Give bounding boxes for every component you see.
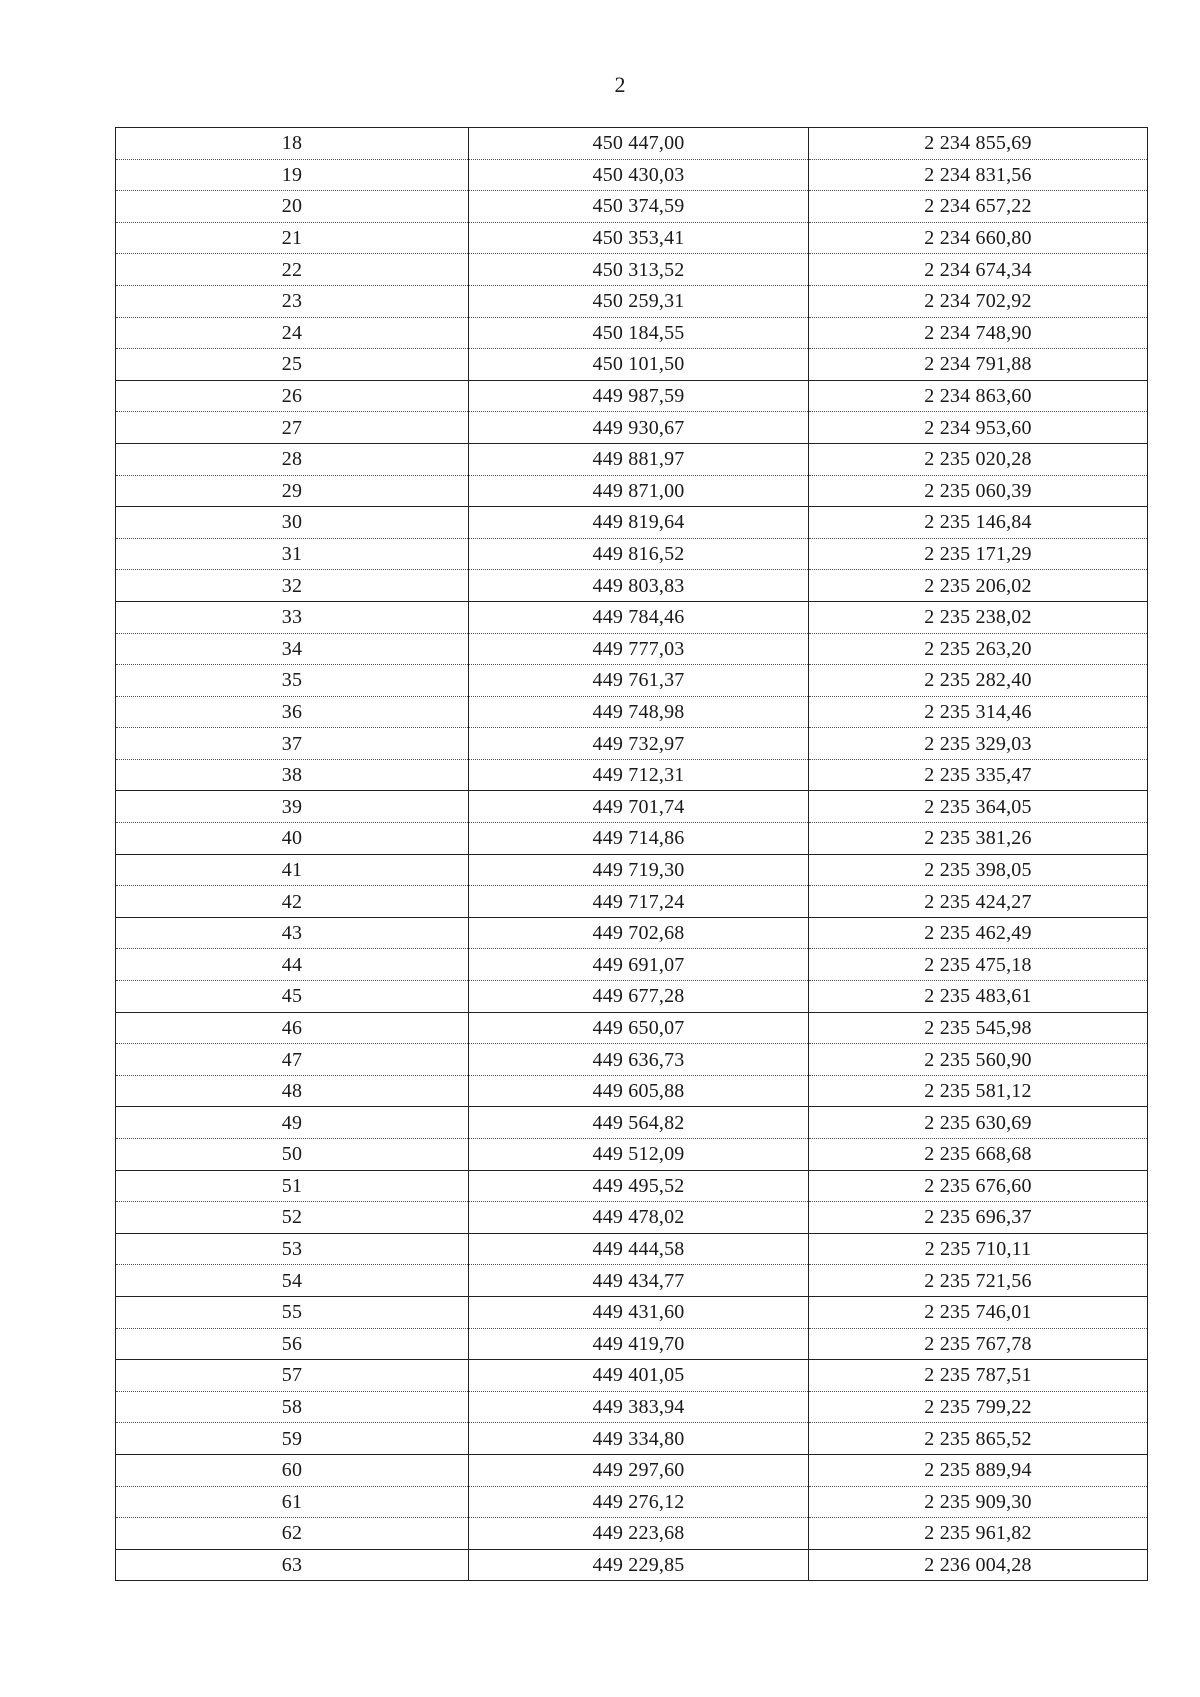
- y-coordinate-cell: 2 235 146,84: [809, 507, 1148, 539]
- point-number-cell: 37: [116, 728, 469, 760]
- table-row: [116, 791, 1148, 823]
- x-coordinate-cell: 449 383,94: [469, 1391, 809, 1423]
- x-coordinate-cell: 449 816,52: [469, 538, 809, 570]
- point-number-cell: 30: [116, 507, 469, 539]
- y-coordinate-cell: 2 235 799,22: [809, 1391, 1148, 1423]
- table-row: [116, 949, 1148, 981]
- table-row: [116, 728, 1148, 760]
- y-coordinate-cell: 2 234 674,34: [809, 254, 1148, 286]
- x-coordinate-cell: 449 229,85: [469, 1549, 809, 1581]
- x-coordinate-cell: 449 784,46: [469, 601, 809, 633]
- x-coordinate-cell: 449 297,60: [469, 1454, 809, 1486]
- table-row: [116, 1391, 1148, 1423]
- point-number-cell: 33: [116, 601, 469, 633]
- table-row: [116, 1486, 1148, 1518]
- coordinates-table-body: [116, 128, 1148, 1581]
- point-number-cell: 55: [116, 1296, 469, 1328]
- table-row: [116, 443, 1148, 475]
- point-number-cell: 45: [116, 981, 469, 1013]
- y-coordinate-cell: 2 235 721,56: [809, 1265, 1148, 1297]
- table-row: [116, 981, 1148, 1013]
- table-row: [116, 349, 1148, 381]
- point-number-cell: 42: [116, 886, 469, 918]
- point-number-cell: 38: [116, 759, 469, 791]
- point-number-cell: 34: [116, 633, 469, 665]
- table-row: [116, 1296, 1148, 1328]
- point-number-cell: 47: [116, 1044, 469, 1076]
- y-coordinate-cell: 2 235 238,02: [809, 601, 1148, 633]
- point-number-cell: 41: [116, 854, 469, 886]
- table-row: [116, 823, 1148, 855]
- x-coordinate-cell: 449 701,74: [469, 791, 809, 823]
- y-coordinate-cell: 2 235 545,98: [809, 1012, 1148, 1044]
- table-row: [116, 1328, 1148, 1360]
- point-number-cell: 21: [116, 222, 469, 254]
- point-number-cell: 39: [116, 791, 469, 823]
- table-row: [116, 601, 1148, 633]
- x-coordinate-cell: 450 430,03: [469, 159, 809, 191]
- y-coordinate-cell: 2 235 206,02: [809, 570, 1148, 602]
- x-coordinate-cell: 449 930,67: [469, 412, 809, 444]
- y-coordinate-cell: 2 234 863,60: [809, 380, 1148, 412]
- table-row: [116, 507, 1148, 539]
- x-coordinate-cell: 449 636,73: [469, 1044, 809, 1076]
- table-row: [116, 1233, 1148, 1265]
- y-coordinate-cell: 2 235 060,39: [809, 475, 1148, 507]
- point-number-cell: 62: [116, 1518, 469, 1550]
- y-coordinate-cell: 2 235 630,69: [809, 1107, 1148, 1139]
- y-coordinate-cell: 2 235 889,94: [809, 1454, 1148, 1486]
- y-coordinate-cell: 2 234 660,80: [809, 222, 1148, 254]
- x-coordinate-cell: 449 334,80: [469, 1423, 809, 1455]
- point-number-cell: 28: [116, 443, 469, 475]
- x-coordinate-cell: 449 702,68: [469, 917, 809, 949]
- x-coordinate-cell: 449 819,64: [469, 507, 809, 539]
- point-number-cell: 27: [116, 412, 469, 444]
- table-row: [116, 191, 1148, 223]
- y-coordinate-cell: 2 235 424,27: [809, 886, 1148, 918]
- table-row: [116, 854, 1148, 886]
- point-number-cell: 25: [116, 349, 469, 381]
- x-coordinate-cell: 449 276,12: [469, 1486, 809, 1518]
- y-coordinate-cell: 2 235 767,78: [809, 1328, 1148, 1360]
- point-number-cell: 23: [116, 285, 469, 317]
- x-coordinate-cell: 450 353,41: [469, 222, 809, 254]
- table-row: [116, 380, 1148, 412]
- y-coordinate-cell: 2 235 263,20: [809, 633, 1148, 665]
- point-number-cell: 20: [116, 191, 469, 223]
- y-coordinate-cell: 2 235 581,12: [809, 1075, 1148, 1107]
- x-coordinate-cell: 449 478,02: [469, 1202, 809, 1234]
- y-coordinate-cell: 2 235 483,61: [809, 981, 1148, 1013]
- x-coordinate-cell: 449 761,37: [469, 665, 809, 697]
- table-row: [116, 317, 1148, 349]
- page-number: 2: [614, 72, 626, 97]
- table-row: [116, 570, 1148, 602]
- y-coordinate-cell: 2 235 787,51: [809, 1360, 1148, 1392]
- point-number-cell: 51: [116, 1170, 469, 1202]
- point-number-cell: 32: [116, 570, 469, 602]
- y-coordinate-cell: 2 235 282,40: [809, 665, 1148, 697]
- table-row: [116, 1202, 1148, 1234]
- point-number-cell: 52: [116, 1202, 469, 1234]
- x-coordinate-cell: 449 419,70: [469, 1328, 809, 1360]
- x-coordinate-cell: 450 101,50: [469, 349, 809, 381]
- table-row: [116, 538, 1148, 570]
- point-number-cell: 22: [116, 254, 469, 286]
- y-coordinate-cell: 2 235 329,03: [809, 728, 1148, 760]
- y-coordinate-cell: 2 235 710,11: [809, 1233, 1148, 1265]
- point-number-cell: 44: [116, 949, 469, 981]
- y-coordinate-cell: 2 235 020,28: [809, 443, 1148, 475]
- table-row: [116, 254, 1148, 286]
- table-row: [116, 1044, 1148, 1076]
- point-number-cell: 50: [116, 1139, 469, 1171]
- x-coordinate-cell: 449 871,00: [469, 475, 809, 507]
- point-number-cell: 53: [116, 1233, 469, 1265]
- table-row: [116, 1360, 1148, 1392]
- x-coordinate-cell: 449 677,28: [469, 981, 809, 1013]
- point-number-cell: 43: [116, 917, 469, 949]
- point-number-cell: 26: [116, 380, 469, 412]
- table-row: [116, 1012, 1148, 1044]
- table-row: [116, 1454, 1148, 1486]
- table-row: [116, 633, 1148, 665]
- x-coordinate-cell: 449 495,52: [469, 1170, 809, 1202]
- point-number-cell: 59: [116, 1423, 469, 1455]
- y-coordinate-cell: 2 235 961,82: [809, 1518, 1148, 1550]
- x-coordinate-cell: 449 605,88: [469, 1075, 809, 1107]
- table-row: [116, 1265, 1148, 1297]
- y-coordinate-cell: 2 235 475,18: [809, 949, 1148, 981]
- x-coordinate-cell: 449 987,59: [469, 380, 809, 412]
- y-coordinate-cell: 2 235 335,47: [809, 759, 1148, 791]
- y-coordinate-cell: 2 234 855,69: [809, 128, 1148, 160]
- y-coordinate-cell: 2 234 748,90: [809, 317, 1148, 349]
- y-coordinate-cell: 2 235 909,30: [809, 1486, 1148, 1518]
- table-row: [116, 696, 1148, 728]
- table-row: [116, 1139, 1148, 1171]
- point-number-cell: 49: [116, 1107, 469, 1139]
- x-coordinate-cell: 450 374,59: [469, 191, 809, 223]
- x-coordinate-cell: 449 691,07: [469, 949, 809, 981]
- x-coordinate-cell: 449 434,77: [469, 1265, 809, 1297]
- x-coordinate-cell: 449 712,31: [469, 759, 809, 791]
- x-coordinate-cell: 449 717,24: [469, 886, 809, 918]
- table-row: [116, 1107, 1148, 1139]
- y-coordinate-cell: 2 234 702,92: [809, 285, 1148, 317]
- point-number-cell: 35: [116, 665, 469, 697]
- y-coordinate-cell: 2 234 657,22: [809, 191, 1148, 223]
- table-row: [116, 1549, 1148, 1581]
- y-coordinate-cell: 2 235 746,01: [809, 1296, 1148, 1328]
- y-coordinate-cell: 2 235 865,52: [809, 1423, 1148, 1455]
- table-row: [116, 128, 1148, 160]
- x-coordinate-cell: 449 223,68: [469, 1518, 809, 1550]
- x-coordinate-cell: 449 714,86: [469, 823, 809, 855]
- x-coordinate-cell: 449 719,30: [469, 854, 809, 886]
- point-number-cell: 24: [116, 317, 469, 349]
- coordinates-table: [115, 127, 1148, 1581]
- y-coordinate-cell: 2 235 668,68: [809, 1139, 1148, 1171]
- point-number-cell: 19: [116, 159, 469, 191]
- table-row: [116, 222, 1148, 254]
- x-coordinate-cell: 449 444,58: [469, 1233, 809, 1265]
- table-row: [116, 412, 1148, 444]
- point-number-cell: 29: [116, 475, 469, 507]
- point-number-cell: 58: [116, 1391, 469, 1423]
- table-row: [116, 759, 1148, 791]
- y-coordinate-cell: 2 235 560,90: [809, 1044, 1148, 1076]
- y-coordinate-cell: 2 236 004,28: [809, 1549, 1148, 1581]
- table-row: [116, 1423, 1148, 1455]
- x-coordinate-cell: 449 881,97: [469, 443, 809, 475]
- x-coordinate-cell: 449 732,97: [469, 728, 809, 760]
- x-coordinate-cell: 450 259,31: [469, 285, 809, 317]
- x-coordinate-cell: 450 313,52: [469, 254, 809, 286]
- point-number-cell: 40: [116, 823, 469, 855]
- point-number-cell: 57: [116, 1360, 469, 1392]
- y-coordinate-cell: 2 235 462,49: [809, 917, 1148, 949]
- x-coordinate-cell: 449 401,05: [469, 1360, 809, 1392]
- x-coordinate-cell: 449 650,07: [469, 1012, 809, 1044]
- table-row: [116, 1170, 1148, 1202]
- x-coordinate-cell: 449 512,09: [469, 1139, 809, 1171]
- y-coordinate-cell: 2 235 696,37: [809, 1202, 1148, 1234]
- point-number-cell: 18: [116, 128, 469, 160]
- x-coordinate-cell: 449 564,82: [469, 1107, 809, 1139]
- point-number-cell: 63: [116, 1549, 469, 1581]
- x-coordinate-cell: 450 447,00: [469, 128, 809, 160]
- y-coordinate-cell: 2 234 791,88: [809, 349, 1148, 381]
- point-number-cell: 60: [116, 1454, 469, 1486]
- point-number-cell: 54: [116, 1265, 469, 1297]
- table-row: [116, 285, 1148, 317]
- point-number-cell: 48: [116, 1075, 469, 1107]
- table-row: [116, 1518, 1148, 1550]
- point-number-cell: 46: [116, 1012, 469, 1044]
- table-row: [116, 1075, 1148, 1107]
- point-number-cell: 31: [116, 538, 469, 570]
- x-coordinate-cell: 449 777,03: [469, 633, 809, 665]
- x-coordinate-cell: 450 184,55: [469, 317, 809, 349]
- y-coordinate-cell: 2 235 381,26: [809, 823, 1148, 855]
- table-row: [116, 917, 1148, 949]
- y-coordinate-cell: 2 235 314,46: [809, 696, 1148, 728]
- table-row: [116, 886, 1148, 918]
- y-coordinate-cell: 2 235 676,60: [809, 1170, 1148, 1202]
- x-coordinate-cell: 449 803,83: [469, 570, 809, 602]
- y-coordinate-cell: 2 235 171,29: [809, 538, 1148, 570]
- y-coordinate-cell: 2 234 953,60: [809, 412, 1148, 444]
- point-number-cell: 61: [116, 1486, 469, 1518]
- table-row: [116, 159, 1148, 191]
- x-coordinate-cell: 449 431,60: [469, 1296, 809, 1328]
- y-coordinate-cell: 2 234 831,56: [809, 159, 1148, 191]
- table-row: [116, 475, 1148, 507]
- y-coordinate-cell: 2 235 398,05: [809, 854, 1148, 886]
- x-coordinate-cell: 449 748,98: [469, 696, 809, 728]
- y-coordinate-cell: 2 235 364,05: [809, 791, 1148, 823]
- table-row: [116, 665, 1148, 697]
- point-number-cell: 36: [116, 696, 469, 728]
- point-number-cell: 56: [116, 1328, 469, 1360]
